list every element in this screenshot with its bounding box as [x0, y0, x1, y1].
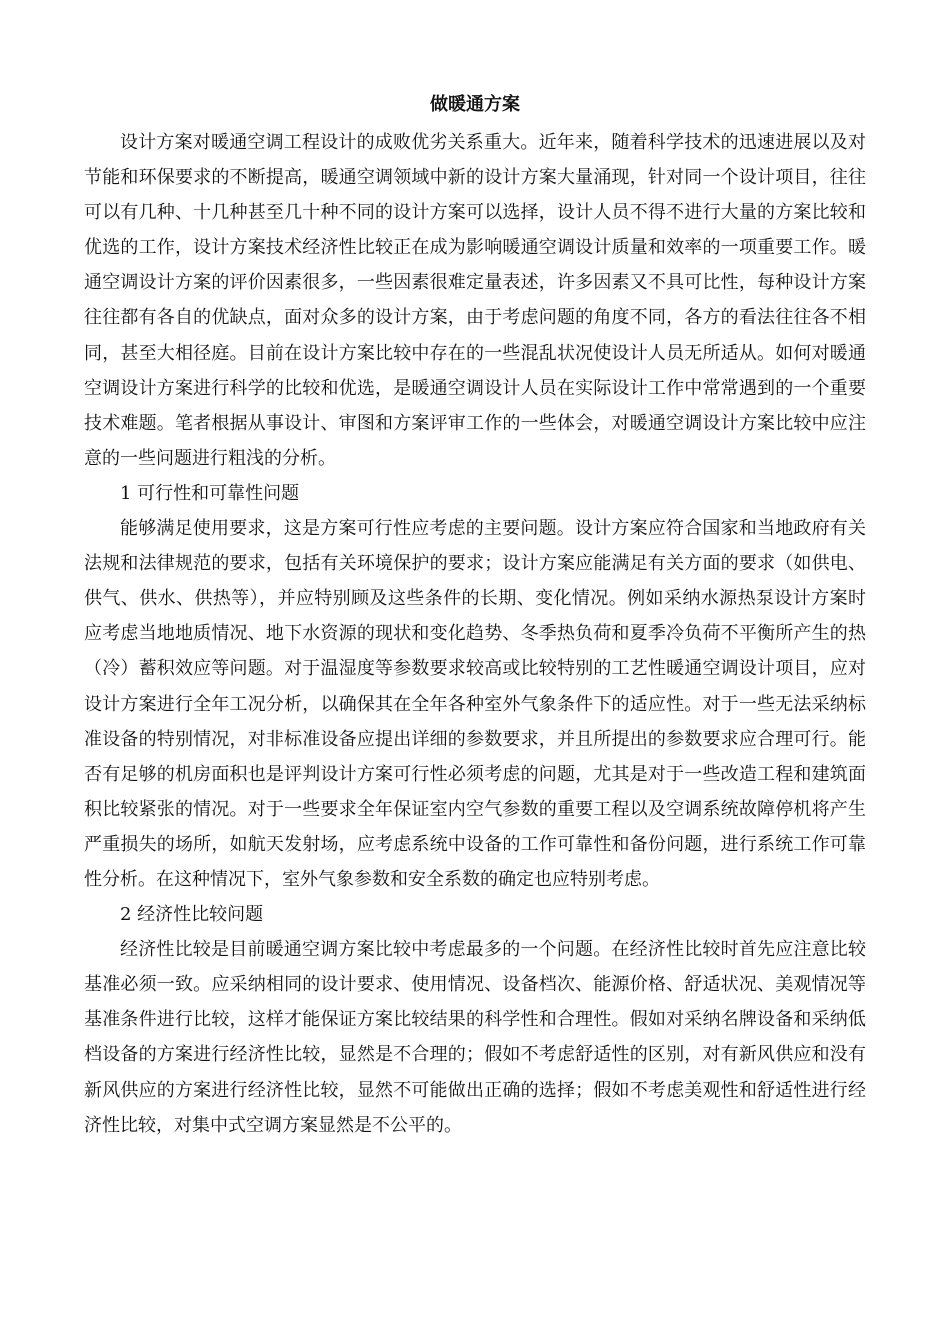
- document-title: 做暖通方案: [430, 94, 520, 115]
- section-heading-feasibility: 1 可行性和可靠性问题: [120, 482, 300, 504]
- section-heading-economy: 2 经济性比较问题: [120, 904, 264, 926]
- feasibility-paragraph: 能够满足使用要求，这是方案可行性应考虑的主要问题。设计方案应符合国家和当地政府有关法规和法律规范的要求，包括有关环境保护的要求；设计方案应能满足有关方面的要求（如供电、供气、供水、供热等），并应特别顾及这些条件的长期、变化情况。例如采纳水源热泵设计方案时应考虑当地地质情况、地下水资源的现状和变化趋势、冬季热负荷和夏季冷负荷不平衡所产生的热（冷）蓄积效应等问题。对于温湿度等参数要求较高或比较特别的工艺性暖通空调设计项目，应对设计方案进行全年工况分析，以确保其在全年各种室外气象条件下的适应性。对于一些无法采纳标准设备的特别情况，对非标准设备应提出详细的参数要求，并且所提出的参数要求应合理可行。能否有足够的机房面积也是评判设计方案可行性必须考虑的问题，尤其是对于一些改造工程和建筑面积比较紧张的情况。对于一些要求全年保证室内空气参数的重要工程以及空调系统故障停机将产生严重损失的场所，如航天发射场，应考虑系统中设备的工作可靠性和备份问题，进行系统工作可靠性分析。在这种情况下，室外气象参数和安全系数的确定也应特别考虑。: [84, 518, 866, 890]
- intro-paragraph: 设计方案对暖通空调工程设计的成败优劣关系重大。近年来，随着科学技术的迅速进展以及对节能和环保要求的不断提高，暖通空调领域中新的设计方案大量涌现，针对同一个设计项目，往往可以有几种、十几种甚至几十种不同的设计方案可以选择，设计人员不得不进行大量的方案比较和优选的工作，设计方案技术经济性比较正在成为影响暖通空调设计质量和效率的一项重要工作。暖通空调设计方案的评价因素很多，一些因素很难定量表述，许多因素又不具可比性，每种设计方案往往都有各自的优缺点，面对众多的设计方案，由于考虑问题的角度不同，各方的看法往往各不相同，甚至大相径庭。目前在设计方案比较中存在的一些混乱状况使设计人员无所适从。如何对暖通空调设计方案进行科学的比较和优选，是暖通空调设计人员在实际设计工作中常常遇到的一个重要技术难题。笔者根据从事设计、审图和方案评审工作的一些体会，对暖通空调设计方案比较中应注意的一些问题进行粗浅的分析。: [84, 132, 866, 469]
- economy-paragraph: 经济性比较是目前暖通空调方案比较中考虑最多的一个问题。在经济性比较时首先应注意比较基准必须一致。应采纳相同的设计要求、使用情况、设备档次、能源价格、舒适状况、美观情况等基准条件进行比较，这样才能保证方案比较结果的科学性和合理性。假如对采纳名牌设备和采纳低档设备的方案进行经济性比较，显然是不合理的；假如不考虑舒适性的区别，对有新风供应和没有新风供应的方案进行经济性比较，显然不可能做出正确的选择；假如不考虑美观性和舒适性进行经济性比较，对集中式空调方案显然是不公平的。: [84, 939, 866, 1136]
- document-body: [84, 125, 866, 1143]
